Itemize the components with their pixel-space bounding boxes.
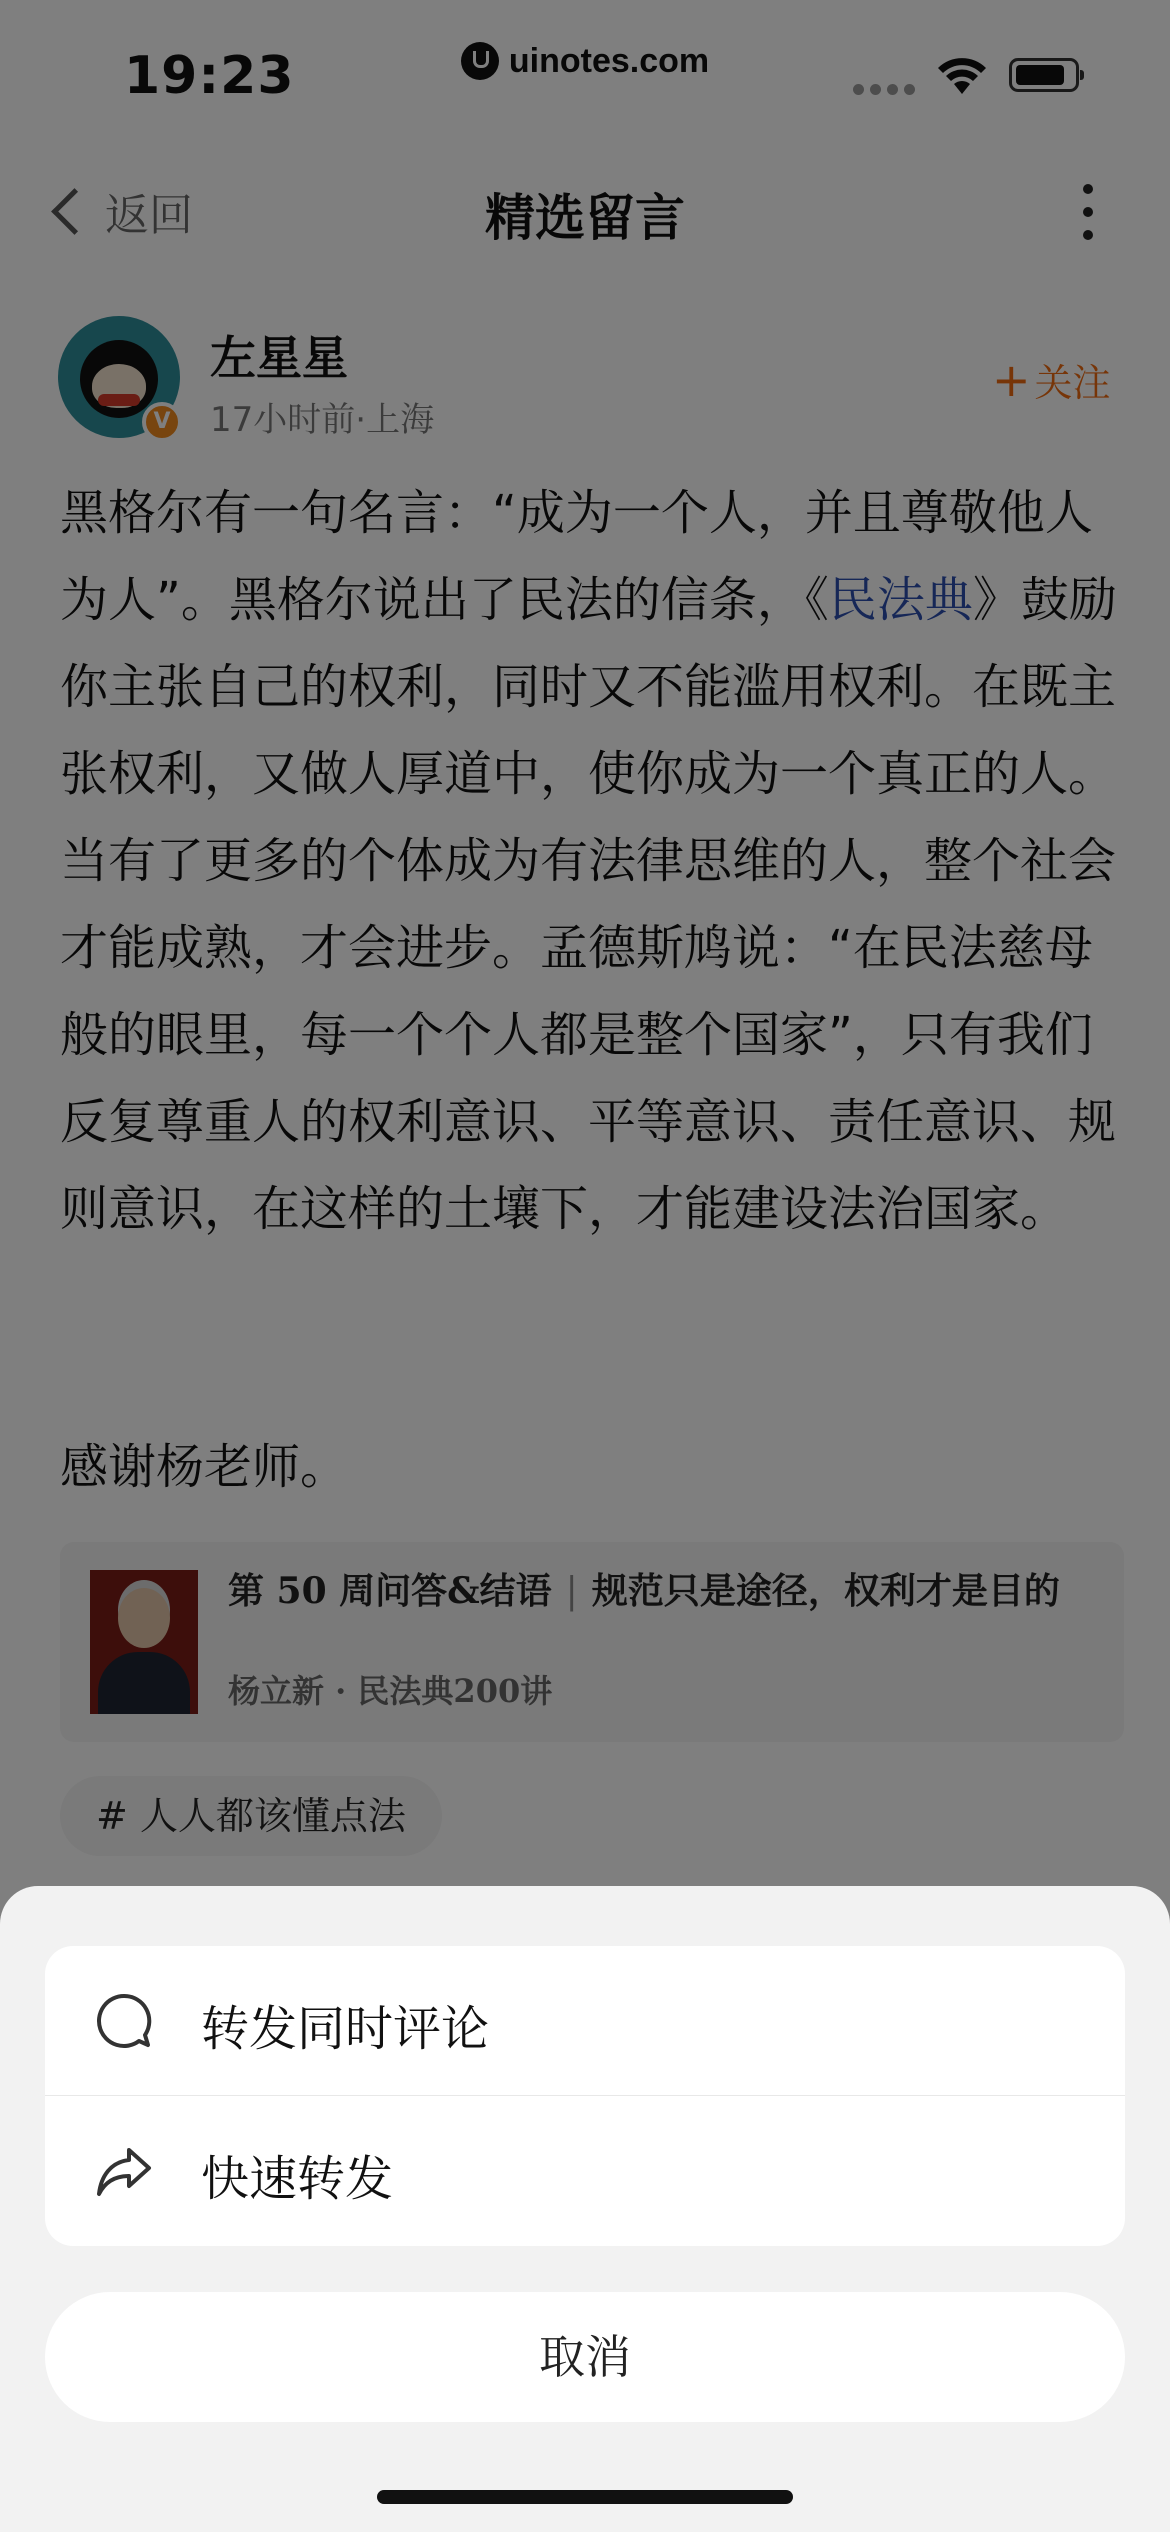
action-sheet <box>0 1886 1170 2532</box>
comment-icon <box>93 1990 155 2052</box>
share-icon <box>93 2140 155 2202</box>
cancel-button[interactable]: 取消 <box>45 2292 1125 2422</box>
repost-with-comment-label: 转发同时评论 <box>201 2001 490 2057</box>
repost-with-comment-option[interactable] <box>45 1946 1125 2095</box>
home-indicator[interactable] <box>377 2490 793 2504</box>
quick-repost-option[interactable] <box>45 2096 1125 2245</box>
action-sheet-options <box>45 1946 1125 2246</box>
quick-repost-label: 快速转发 <box>201 2151 394 2207</box>
